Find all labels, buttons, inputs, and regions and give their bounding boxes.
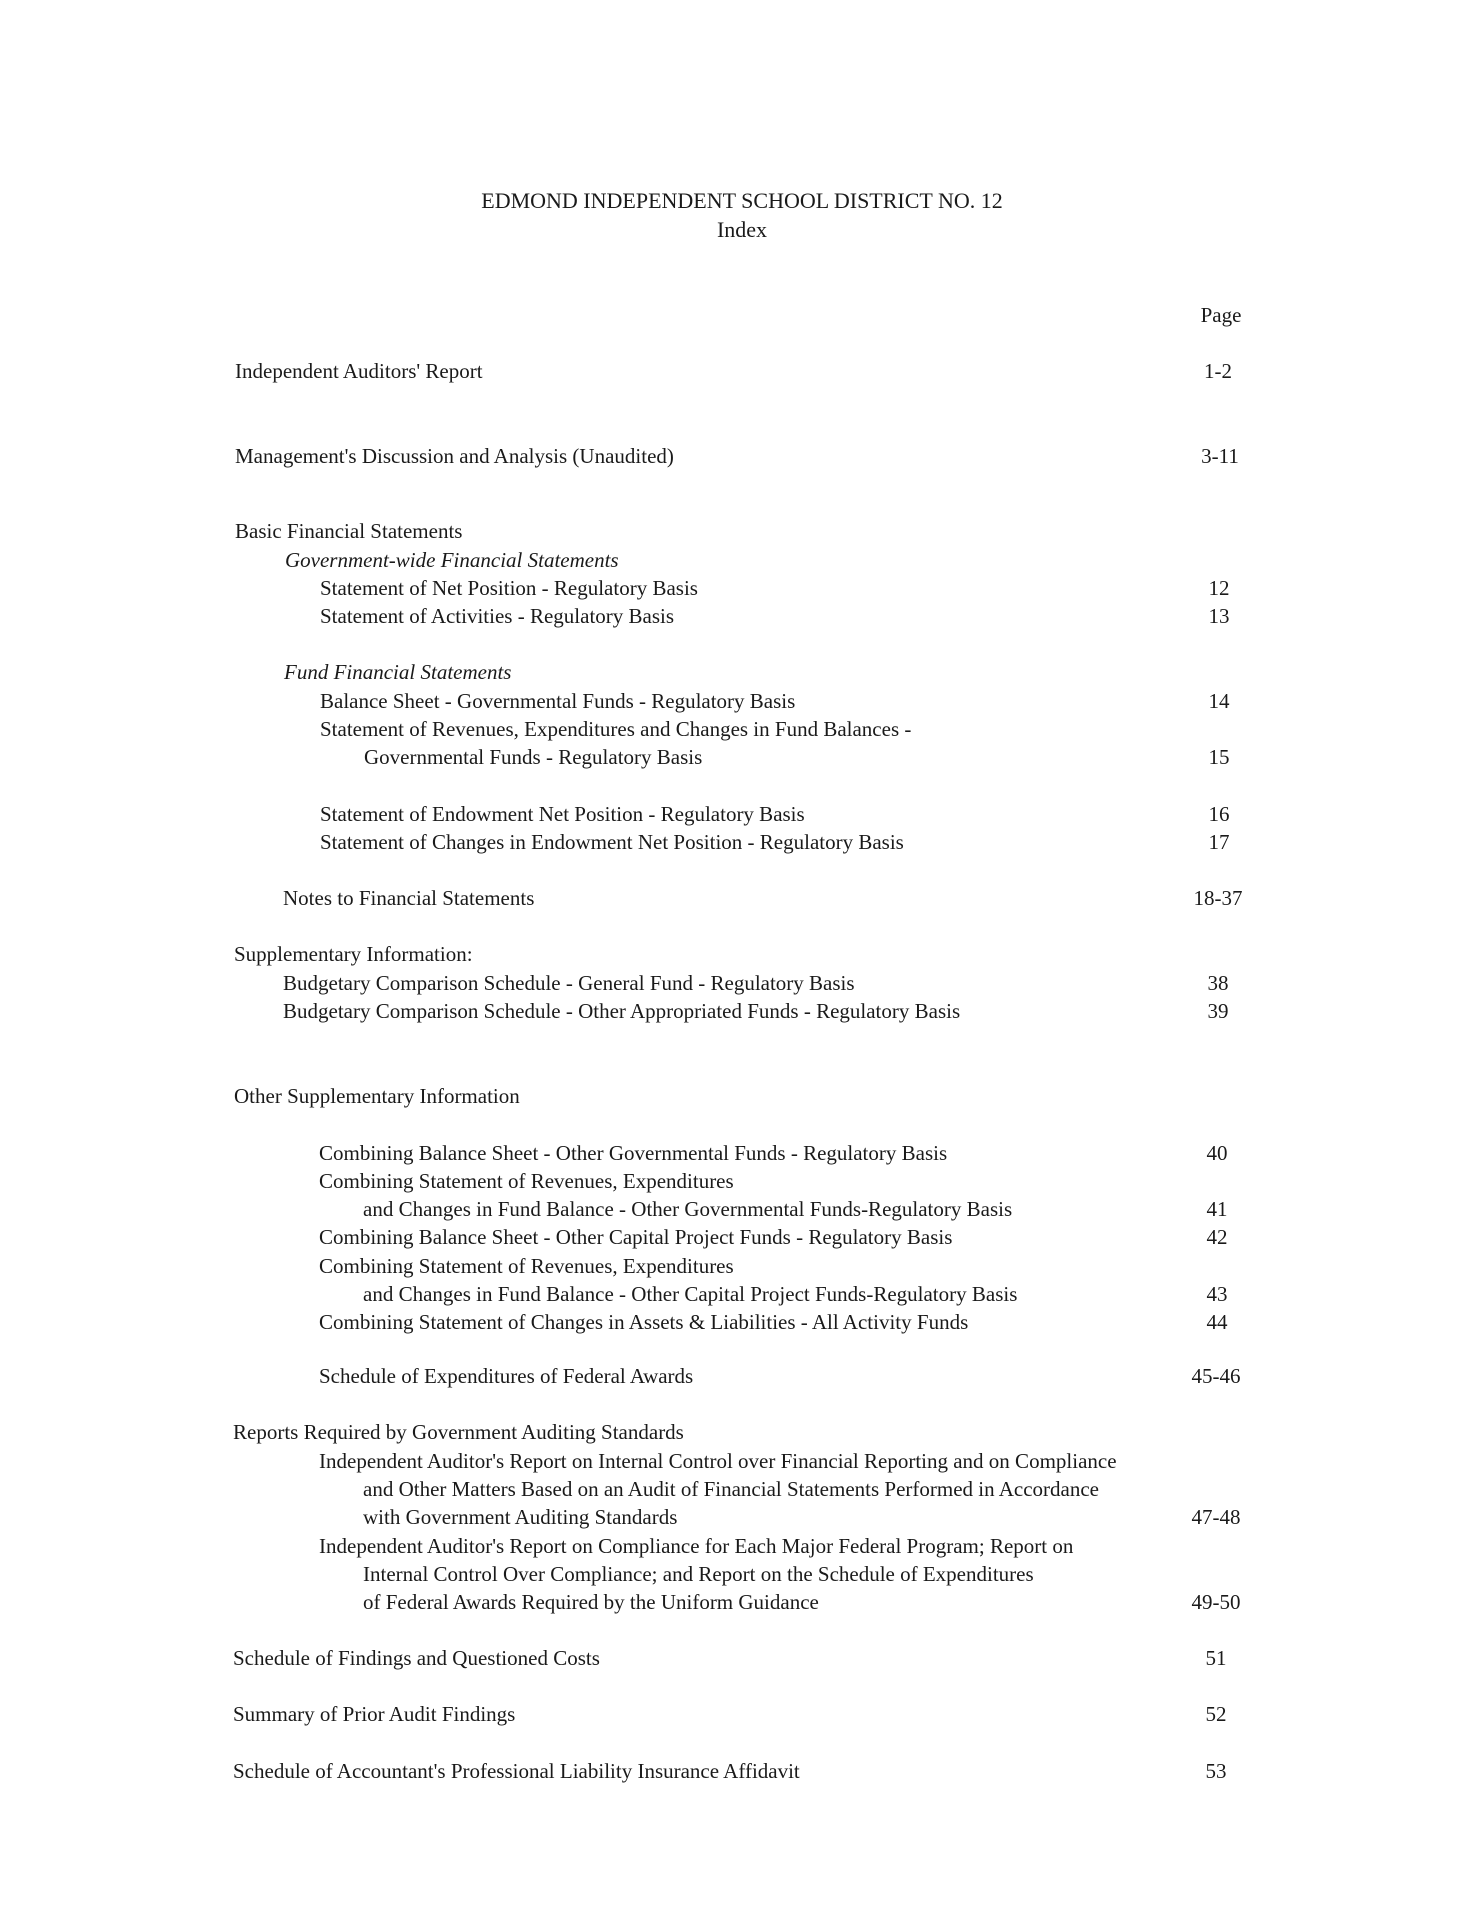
toc-entry-comb-rev-gov-line2: and Changes in Fund Balance - Other Governmental Funds-Regulatory Basis	[363, 1197, 1013, 1221]
toc-entry-endowment-net: Statement of Endowment Net Position - Regulatory Basis	[320, 802, 805, 826]
toc-entry-prior-findings: Summary of Prior Audit Findings	[233, 1702, 516, 1726]
toc-section-supplementary: Supplementary Information:	[234, 942, 473, 966]
toc-page-ic-report: 47-48	[1191, 1505, 1241, 1529]
toc-page-balance-sheet: 14	[1208, 689, 1230, 713]
toc-entry-net-position: Statement of Net Position - Regulatory Basis	[320, 576, 698, 600]
toc-entry-comb-rev-gov-line1: Combining Statement of Revenues, Expenditures	[319, 1169, 734, 1193]
toc-page-activities: 13	[1208, 604, 1230, 628]
toc-entry-comb-bs-gov: Combining Balance Sheet - Other Governmental Funds - Regulatory Basis	[319, 1141, 948, 1165]
toc-entry-comb-activity: Combining Statement of Changes in Assets & Liabilities - All Activity Funds	[319, 1310, 969, 1334]
toc-entry-endowment-changes: Statement of Changes in Endowment Net Position - Regulatory Basis	[320, 830, 904, 854]
toc-page-prior-findings: 52	[1205, 1702, 1227, 1726]
toc-entry-balance-sheet: Balance Sheet - Governmental Funds - Regulatory Basis	[320, 689, 796, 713]
toc-page-comb-bs-cap: 42	[1206, 1225, 1228, 1249]
toc-entry-comb-rev-cap-line2: and Changes in Fund Balance - Other Capital Project Funds-Regulatory Basis	[363, 1282, 1018, 1306]
toc-page-notes: 18-37	[1193, 886, 1243, 910]
toc-page-affidavit: 53	[1205, 1759, 1227, 1783]
toc-entry-ic-report-line3: with Government Auditing Standards	[363, 1505, 678, 1529]
document-title: EDMOND INDEPENDENT SCHOOL DISTRICT NO. 12	[481, 188, 1003, 213]
toc-entry-ic-report-line1: Independent Auditor's Report on Internal Control over Financial Reporting and on Compliance	[319, 1449, 1117, 1473]
toc-entry-budget-general: Budgetary Comparison Schedule - General Fund - Regulatory Basis	[283, 971, 855, 995]
toc-page-budget-other: 39	[1207, 999, 1229, 1023]
toc-entry-sefa: Schedule of Expenditures of Federal Awards	[319, 1364, 694, 1388]
page-column-header: Page	[1200, 303, 1242, 327]
toc-page-endowment-net: 16	[1208, 802, 1230, 826]
toc-entry-mda: Management's Discussion and Analysis (Unaudited)	[235, 444, 674, 468]
toc-page-compliance: 49-50	[1191, 1590, 1241, 1614]
toc-entry-affidavit: Schedule of Accountant's Professional Liability Insurance Affidavit	[233, 1759, 800, 1783]
toc-entry-findings: Schedule of Findings and Questioned Costs	[233, 1646, 600, 1670]
toc-entry-compliance-line3: of Federal Awards Required by the Uniform Guidance	[363, 1590, 819, 1614]
toc-entry-activities: Statement of Activities - Regulatory Basis	[320, 604, 675, 628]
toc-subsection-fund-fs: Fund Financial Statements	[284, 660, 512, 684]
toc-page-mda: 3-11	[1201, 444, 1239, 468]
toc-page-sefa: 45-46	[1191, 1364, 1241, 1388]
toc-page-findings: 51	[1205, 1646, 1227, 1670]
toc-page-auditors-report: 1-2	[1204, 359, 1232, 383]
toc-page-budget-general: 38	[1207, 971, 1229, 995]
toc-entry-auditors-report: Independent Auditors' Report	[235, 359, 483, 383]
toc-section-basic-fs: Basic Financial Statements	[235, 519, 463, 543]
toc-entry-revenues-line1: Statement of Revenues, Expenditures and Changes in Fund Balances -	[320, 717, 912, 741]
toc-entry-revenues-line2: Governmental Funds - Regulatory Basis	[364, 745, 703, 769]
toc-page-comb-bs-gov: 40	[1206, 1141, 1228, 1165]
toc-entry-ic-report-line2: and Other Matters Based on an Audit of Financial Statements Performed in Accordance	[363, 1477, 1099, 1501]
toc-page-comb-rev-gov: 41	[1206, 1197, 1228, 1221]
toc-section-other-supplementary: Other Supplementary Information	[234, 1084, 520, 1108]
toc-page-net-position: 12	[1208, 576, 1230, 600]
toc-page-comb-rev-cap: 43	[1206, 1282, 1228, 1306]
toc-entry-notes: Notes to Financial Statements	[283, 886, 535, 910]
toc-entry-comb-rev-cap-line1: Combining Statement of Revenues, Expenditures	[319, 1254, 734, 1278]
toc-entry-comb-bs-cap: Combining Balance Sheet - Other Capital Project Funds - Regulatory Basis	[319, 1225, 953, 1249]
toc-page-revenues: 15	[1208, 745, 1230, 769]
toc-subsection-gov-wide: Government-wide Financial Statements	[285, 548, 619, 572]
toc-entry-compliance-line1: Independent Auditor's Report on Compliance for Each Major Federal Program; Report on	[319, 1534, 1074, 1558]
toc-entry-budget-other: Budgetary Comparison Schedule - Other Appropriated Funds - Regulatory Basis	[283, 999, 961, 1023]
toc-entry-compliance-line2: Internal Control Over Compliance; and Report on the Schedule of Expenditures	[363, 1562, 1034, 1586]
toc-section-gas-reports: Reports Required by Government Auditing Standards	[233, 1420, 684, 1444]
document-subtitle: Index	[716, 217, 768, 242]
toc-page-endowment-changes: 17	[1208, 830, 1230, 854]
toc-page-comb-activity: 44	[1206, 1310, 1228, 1334]
